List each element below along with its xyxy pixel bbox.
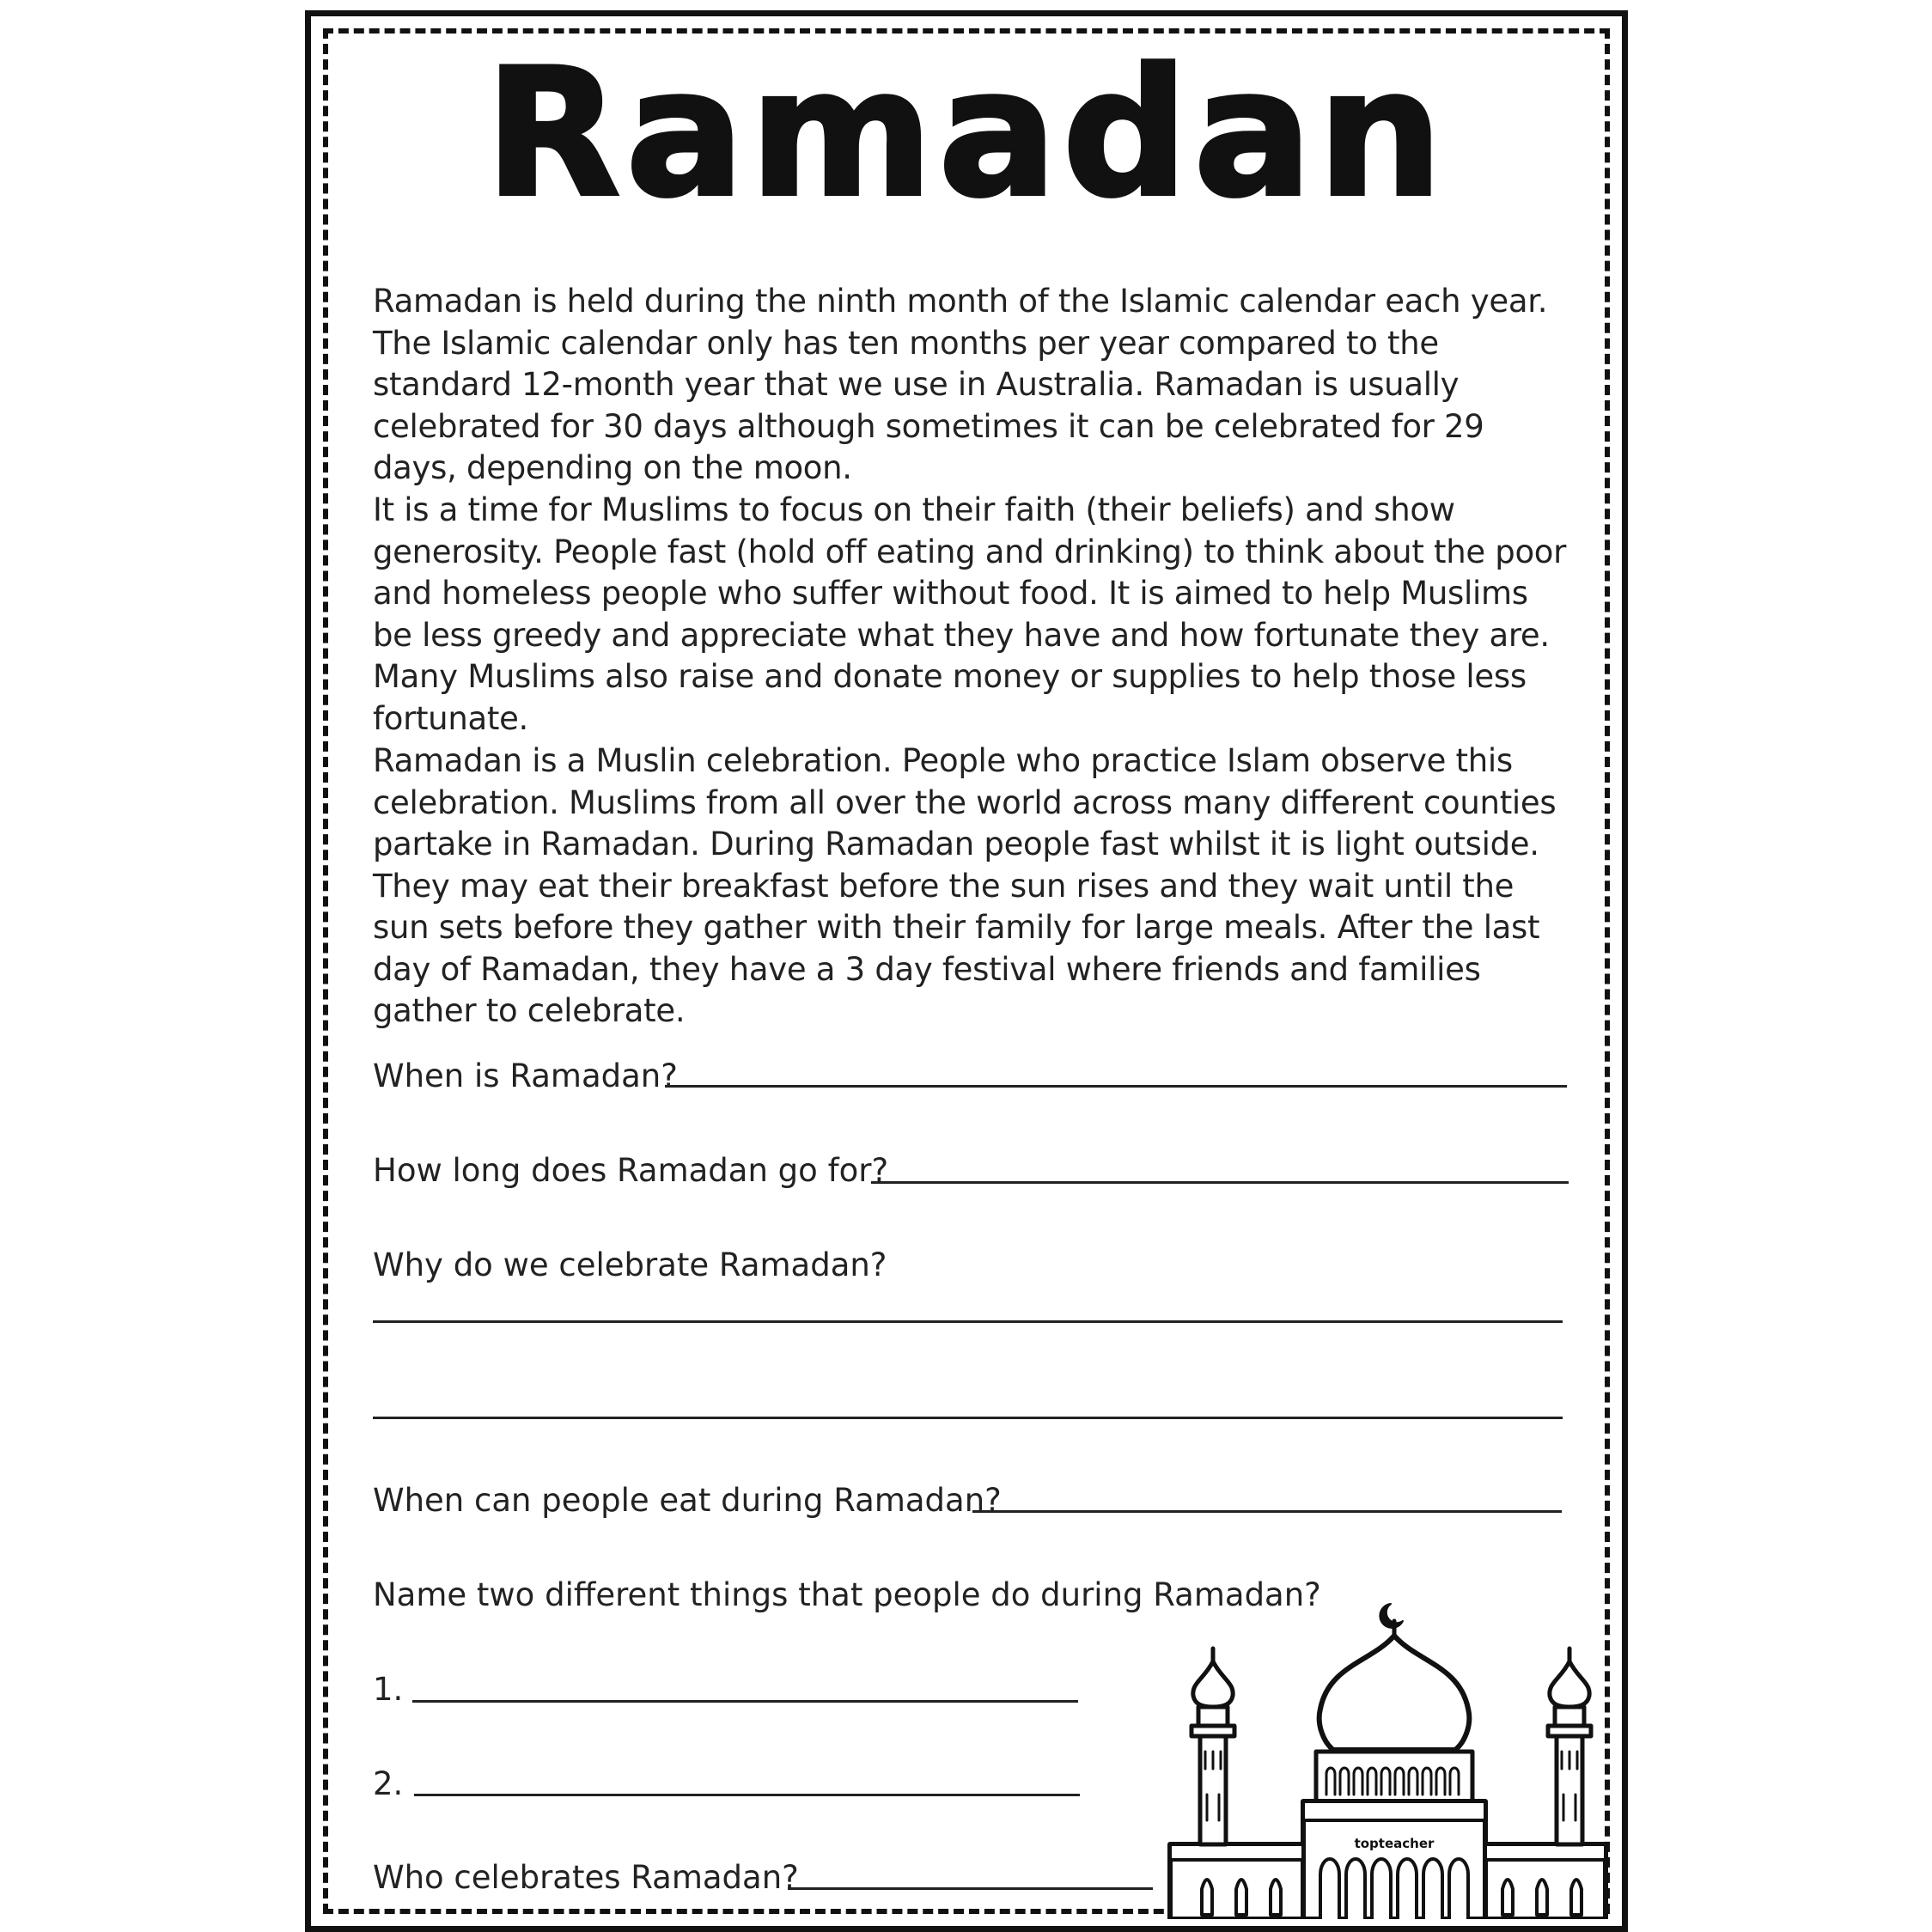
answer-line-thing-1[interactable]	[412, 1700, 1078, 1703]
answer-line-when-is-ramadan[interactable]	[665, 1085, 1567, 1088]
question-how-long: How long does Ramadan go for?	[373, 1152, 889, 1189]
paragraph-2: It is a time for Muslims to focus on their faith (their beliefs) and show generosity. People fast (hold off eating and drinking) to think about the poor and homeless people who suffer without food. It is aimed to help Muslims be less greedy and appreciate what they have and how fortunate they are. Many Muslims also raise and donate money or supplies to help those less fortunate.	[373, 491, 1567, 737]
question-when-eat: When can people eat during Ramadan?	[373, 1482, 1002, 1519]
question-when-is-ramadan: When is Ramadan?	[373, 1057, 678, 1094]
answer-line-when-eat[interactable]	[972, 1510, 1562, 1513]
question-why-celebrate: Why do we celebrate Ramadan?	[373, 1246, 887, 1283]
paragraph-1: Ramadan is held during the ninth month of the Islamic calendar each year. The Islamic calendar only has ten months per year compared to the standard 12-month year that we use in Australia. Ramadan is usually celebrated for 30 days although sometimes it can be celebrated for 29 days, depending on the moon.	[373, 283, 1548, 486]
answer-line-why-celebrate-2[interactable]	[373, 1417, 1563, 1419]
worksheet-title: Ramadan	[485, 32, 1448, 236]
list-number-2: 2.	[373, 1765, 404, 1802]
worksheet-page	[305, 10, 1628, 1932]
answer-line-how-long[interactable]	[871, 1181, 1569, 1184]
question-name-two-things: Name two different things that people do during Ramadan?	[373, 1576, 1321, 1613]
topteacher-signature: topteacher	[1354, 1836, 1435, 1851]
mosque-illustration	[1166, 1597, 1612, 1919]
list-number-1: 1.	[373, 1671, 404, 1708]
crescent-icon	[1380, 1604, 1403, 1628]
question-who-celebrates: Who celebrates Ramadan?	[373, 1859, 799, 1896]
answer-line-thing-2[interactable]	[414, 1794, 1080, 1796]
paragraph-3: Ramadan is a Muslin celebration. People who practice Islam observe this celebration. Muslims from all over the world across many different counties partake in Ramadan. During Ramadan people fast whilst it is light outside. They may eat their breakfast before the sun rises and they wait until the sun sets before they gather with their family for large meals. After the last day of Ramadan, they have a 3 day festival where friends and families gather to celebrate.	[373, 742, 1557, 1029]
answer-line-why-celebrate-1[interactable]	[373, 1320, 1563, 1323]
answer-line-who-celebrates[interactable]	[788, 1887, 1153, 1890]
